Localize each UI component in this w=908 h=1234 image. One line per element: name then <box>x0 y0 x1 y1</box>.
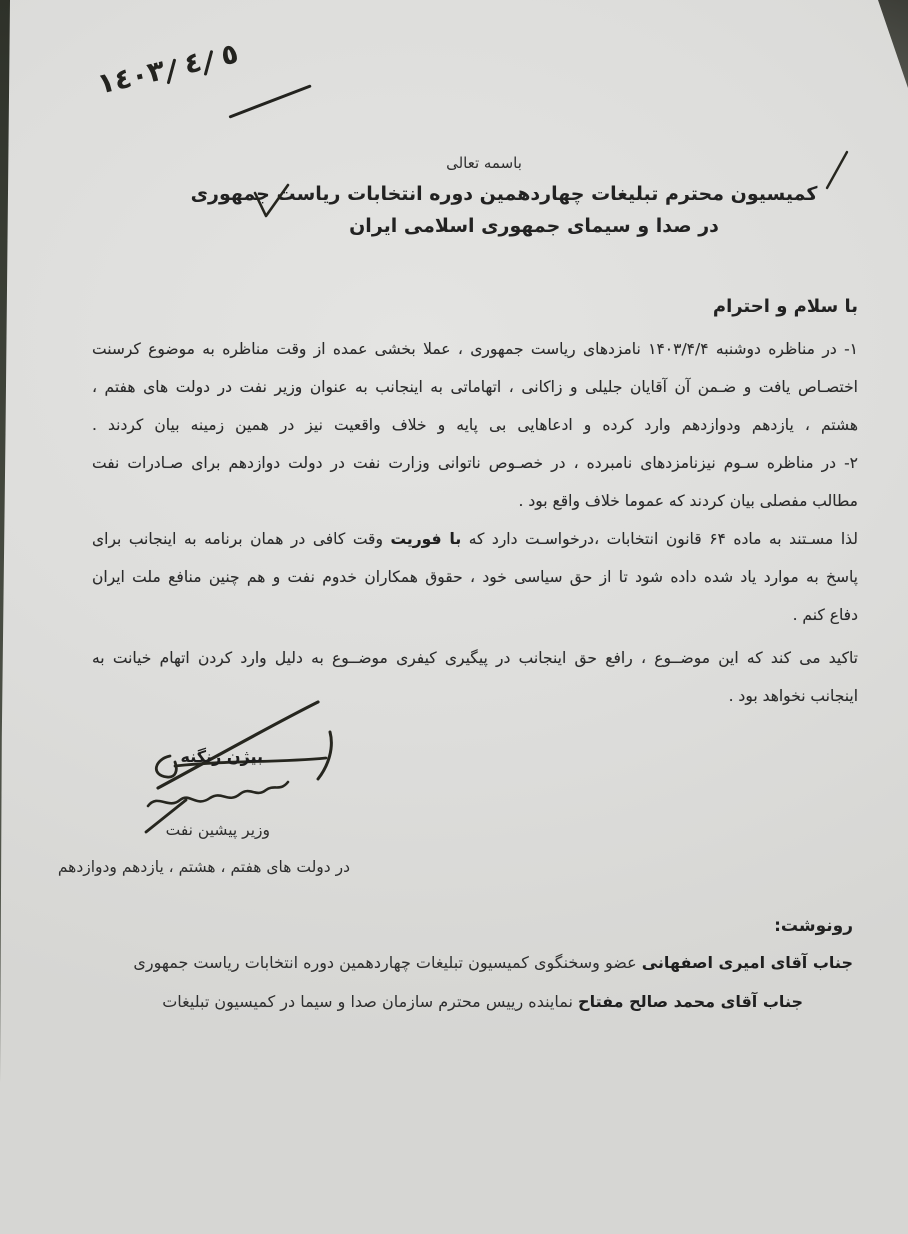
body-line: اینجانب نخواهد بود . <box>728 687 858 705</box>
paper-edge-left <box>0 0 10 1085</box>
handwritten-check-icon <box>252 182 292 222</box>
date-separator-icon <box>167 58 176 84</box>
date-year: ١٤٠٣ <box>94 53 169 101</box>
body-segment-bold-urgency: با فوریت <box>390 530 462 548</box>
signature-subtitle: در دولت های هفتم ، هشتم ، یازدهم ودوازدهم <box>57 858 350 876</box>
cc-item-2-name: جناب آقای محمد صالح مفتاح <box>578 992 803 1011</box>
body-segment: لذا مسـتند به ماده ۶۴ قانون انتخابات ،درخواسـت دارد که <box>461 530 858 548</box>
cc-item-1-role: عضو وسخنگوی کمیسیون تبلیغات چهاردهمین دوره انتخابات ریاست جمهوری <box>133 953 642 972</box>
recipient-line-2: در صدا و سیمای جمهوری اسلامی ایران <box>349 215 719 237</box>
cc-label: رونوشت: <box>774 916 853 936</box>
handwritten-underline-stroke <box>228 84 311 118</box>
handwritten-date <box>94 36 241 100</box>
body-line <box>92 520 858 558</box>
date-month: ٤ <box>180 44 205 81</box>
body-line: ۱- در مناظره دوشنبه ۱۴۰۳/۴/۴ نامزدهای ریاست جمهوری ، عملا بخشی عمده از وقت مناظره به موضوع کرسنت <box>92 340 858 358</box>
letter-header <box>100 154 908 237</box>
date-day: ٥ <box>217 36 242 73</box>
signature-title: وزیر پیشین نفت <box>165 821 270 839</box>
paper-edge-top-right <box>878 0 908 88</box>
cc-item-2 <box>162 992 803 1011</box>
body-segment: وقت کافی در همان برنامه به اینجانب برای <box>92 530 391 548</box>
body-line: دفاع کنم . <box>792 606 858 624</box>
signature-name: بیژن زنگنه <box>180 747 263 766</box>
cc-item-1-name: جناب آقای امیری اصفهانی <box>641 953 853 972</box>
recipient-line-1: کمیسیون محترم تبلیغات چهاردهمین دوره انتخابات ریاست جمهوری <box>190 183 818 205</box>
handwritten-slash-icon <box>824 149 850 191</box>
body-line: پاسخ به موارد یاد شده داده شود تا از حق سیاسی خود ، حقوق همکاران خدوم نفت و هم چنین منافع ملت ایران <box>92 568 858 586</box>
salutation-line: با سلام و احترام <box>712 296 858 317</box>
letter-body <box>92 330 858 715</box>
body-line: ۲- در مناظره سـوم نیزنامزدهای نامبرده ، در خصـوص ناتوانی وزارت نفت در دولت دوازدهم برای صـادرات نفت <box>92 454 858 472</box>
body-line: تاکید می کند که این موضــوع ، رافع حق اینجانب در پیگیری کیفری موضــوع به دلیل وارد کردن اتهام خیانت به <box>92 649 858 667</box>
cc-item-2-role: نماینده رییس محترم سازمان صدا و سیما در کمیسیون تبلیغات <box>162 992 579 1011</box>
cc-item-1 <box>133 953 853 972</box>
date-separator-icon <box>204 50 213 76</box>
body-line: مطالب مفصلی بیان کردند که عموما خلاف واقع بود . <box>518 492 858 510</box>
body-line: اختصـاص یافت و ضـمن آن آقایان جلیلی و زاکانی ، اتهاماتی به اینجانب به عنوان وزیر نفت در دولت های هفتم ، <box>92 378 858 396</box>
body-line: هشتم ، یازدهم ودوازدهم وارد کرده و ادعاهایی بی پایه و خلاف واقعیت نیز در همین زمینه بیان کردند . <box>92 416 858 434</box>
besmellah-line: باسمه تعالی <box>446 154 522 172</box>
